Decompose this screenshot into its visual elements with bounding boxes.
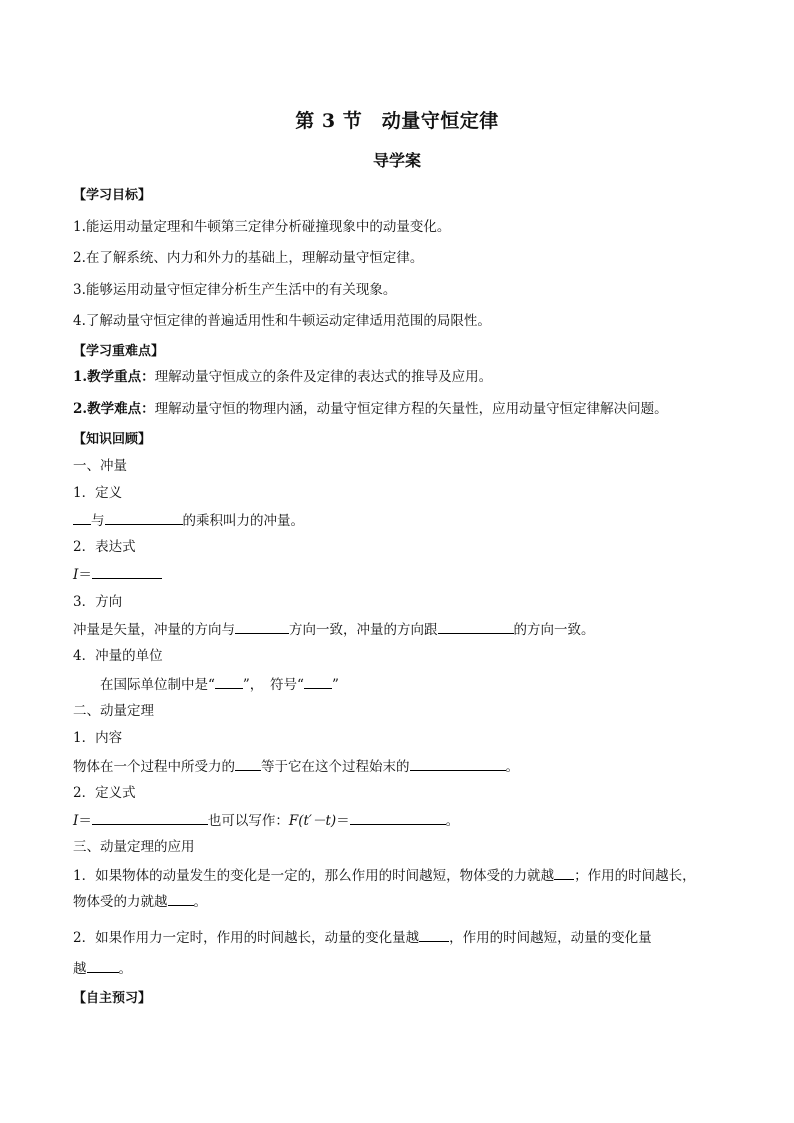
answer-blank[interactable]: [92, 566, 162, 579]
review-heading: 【知识回顾】: [73, 432, 152, 447]
application-line-cont: 物体受的力就越 。: [73, 894, 207, 910]
answer-blank[interactable]: [350, 812, 446, 825]
page-subtitle: 导学案: [372, 151, 421, 170]
formula-line: I＝ 也可以写作：F(t′－t)＝ 。: [73, 813, 460, 829]
goal-item: 3.能够运用动量守恒定律分析生产生活中的有关现象。: [73, 282, 397, 298]
key-point: [73, 369, 492, 385]
section-heading: 三、动量定理的应用: [73, 839, 195, 855]
section-heading: 一、冲量: [73, 458, 127, 474]
content-line: 物体在一个过程中所受力的 等于它在这个过程始末的 。: [73, 759, 519, 775]
goal-item: 2.在了解系统、内力和外力的基础上，理解动量守恒定律。: [73, 250, 424, 266]
application-line: 1．如果物体的动量发生的变化是一定的，那么作用的时间越短，物体受的力就越 ；作用的时间越长，: [73, 868, 696, 884]
subsection-heading: 1．内容: [73, 730, 123, 746]
difficult-point-label: 2.教学难点：: [73, 401, 155, 417]
key-point-label: 1.教学重点：: [73, 369, 155, 385]
difficult-point-text: 理解动量守恒的物理内涵，动量守恒定律方程的矢量性，应用动量守恒定律解决问题。: [154, 401, 668, 417]
goals-heading: 【学习目标】: [73, 188, 152, 203]
subsection-heading: 3．方向: [73, 594, 123, 610]
difficult-point: [73, 401, 668, 417]
application-line-cont: 越 。: [73, 961, 132, 977]
subsection-heading: 2．定义式: [73, 785, 136, 801]
unit-line: 在国际单位制中是“ ”， 符号“ ”: [100, 677, 339, 693]
answer-blank[interactable]: [554, 867, 574, 880]
answer-blank[interactable]: [235, 621, 289, 634]
definition-line: 与 的乘积叫力的冲量。: [73, 512, 304, 529]
subsection-heading: 1．定义: [73, 485, 123, 501]
answer-blank[interactable]: [215, 676, 243, 689]
page-title: 第 3 节 动量守恒定律: [295, 110, 499, 132]
answer-blank[interactable]: [438, 621, 514, 634]
expression-line: I＝: [73, 566, 162, 583]
answer-blank[interactable]: [168, 893, 194, 906]
goal-item: 1.能运用动量定理和牛顿第三定律分析碰撞现象中的动量变化。: [73, 219, 451, 235]
preview-heading: 【自主预习】: [73, 991, 152, 1006]
answer-blank[interactable]: [419, 929, 449, 942]
answer-blank[interactable]: [92, 812, 208, 825]
direction-line: 冲量是矢量，冲量的方向与 方向一致，冲量的方向跟 的方向一致。: [73, 622, 595, 638]
answer-blank[interactable]: [235, 758, 261, 771]
application-line: 2．如果作用力一定时，作用的时间越长，动量的变化量越 ，作用的时间越短，动量的变化量: [73, 930, 652, 946]
answer-blank[interactable]: [87, 960, 119, 973]
answer-blank[interactable]: [73, 512, 91, 525]
key-point-text: 理解动量守恒成立的条件及定律的表达式的推导及应用。: [154, 369, 493, 385]
subsection-heading: 2．表达式: [73, 539, 136, 555]
keypoints-heading: 【学习重难点】: [73, 344, 165, 359]
answer-blank[interactable]: [410, 758, 506, 771]
answer-blank[interactable]: [304, 676, 332, 689]
subsection-heading: 4．冲量的单位: [73, 648, 163, 664]
section-heading: 二、动量定理: [73, 703, 154, 719]
answer-blank[interactable]: [105, 512, 183, 525]
goal-item: 4.了解动量守恒定律的普遍适用性和牛顿运动定律适用范围的局限性。: [73, 313, 491, 329]
